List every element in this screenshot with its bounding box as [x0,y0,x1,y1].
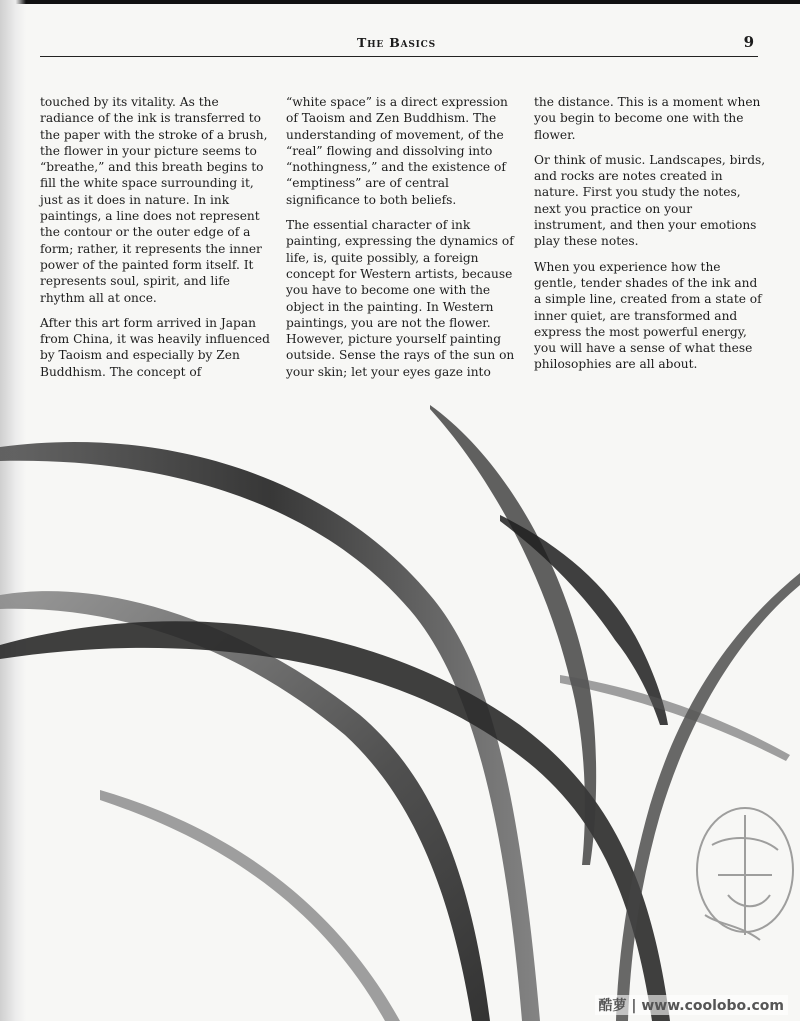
top-border [0,0,800,4]
paragraph: the distance. This is a moment when you begin to become one with the flower. [534,95,761,142]
text-column-2 [286,94,518,389]
artist-seal [697,808,793,940]
orchid-leaf [0,591,490,1021]
paragraph: The essential character of ink painting, expressing the dynamics of life, is, quite possibly, a foreign concept for Western artists, because you have to become one with the object in the painting. In Western paintings, you are not the flower. However, picture yourself painting outside. Sense the rays of the sun on your skin; let your eyes gaze into [286,218,515,379]
text-column-3 [534,94,766,382]
orchid-ink-painting [0,395,800,1021]
paragraph: touched by its vitality. As the radiance of the ink is transferred to the paper with the stroke of a brush, the flower in your picture seems to “breathe,” and this breath begins to fill the white space surrounding it, just as it does in nature. In ink paintings, a line does not represent the contour or the outer edge of a form; rather, it represents the inner power of the painted form itself. It represents soul, spirit, and life rhythm all at once. [40,95,268,305]
paragraph: Or think of music. Landscapes, birds, and rocks are notes created in nature. First you study the notes, next you practice on your instrument, and then your emotions play these notes. [534,152,766,249]
paragraph: After this art form arrived in Japan from China, it was heavily influenced by Taoism and especially by Zen Buddhism. The concept of [40,315,270,379]
paragraph: When you experience how the gentle, tender shades of the ink and a simple line, created from a state of inner quiet, are transformed and express the most powerful energy, you will have a sense of what these philosophies are all about. [534,259,762,372]
page-number: 9 [743,33,754,51]
paragraph: “white space” is a direct expression of Taoism and Zen Buddhism. The understanding of movement, of the “real” flowing and dissolving into “nothingness,” and the existence of “emptiness” are of central significance to both beliefs. [286,95,508,207]
running-head: The Basics [357,35,436,50]
page-header [40,32,758,57]
watermark: 酷萝 | www.coolobo.com [595,995,789,1015]
text-column-1 [40,94,272,389]
